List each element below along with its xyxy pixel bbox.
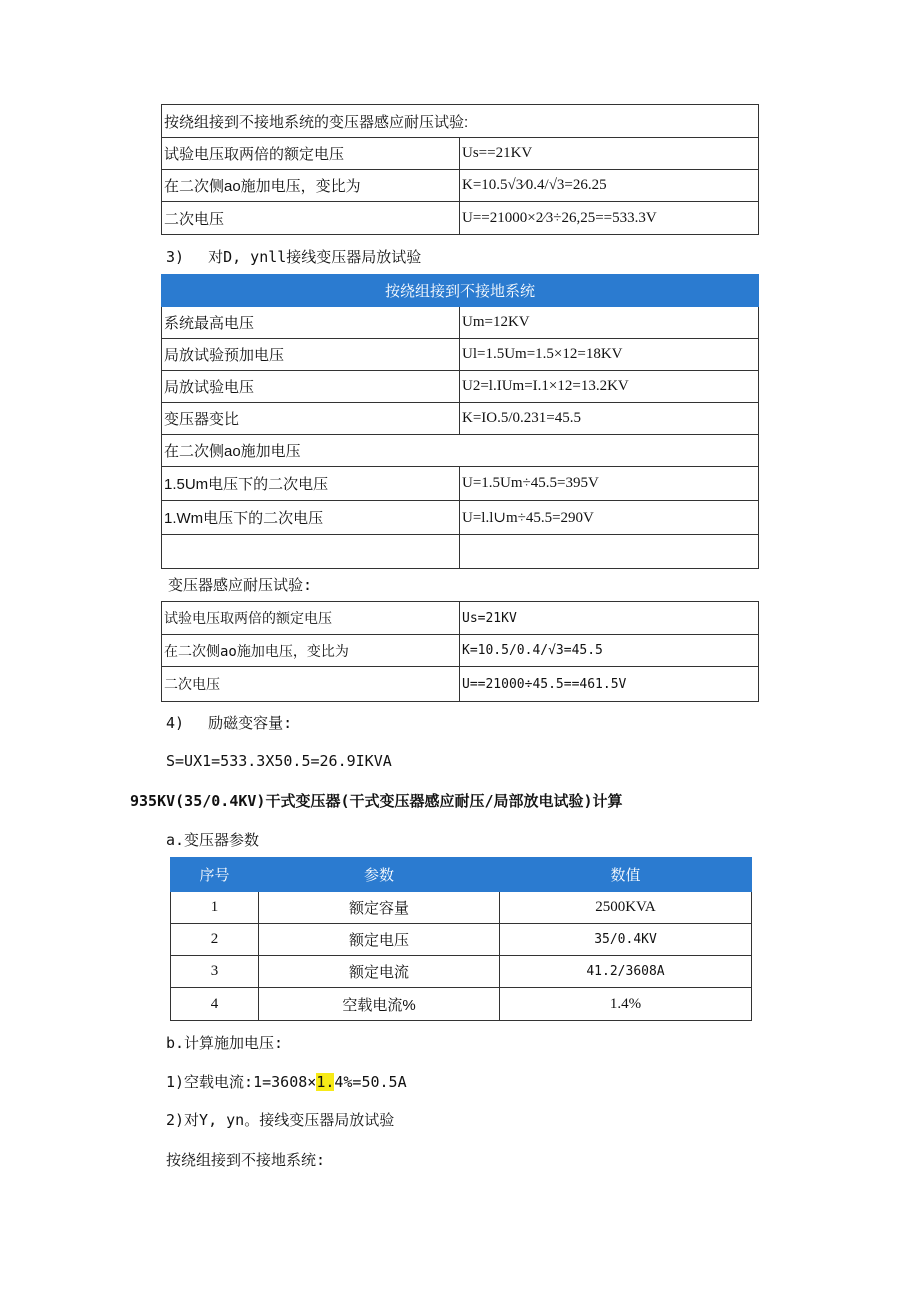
- item-2-heading: 2)对Y, yn。接线变压器局放试验: [166, 1111, 395, 1129]
- row-value: 41.2/3608A: [500, 956, 752, 988]
- table2-label: 1.5Um电压下的二次电压: [162, 467, 460, 501]
- row-no: 2: [171, 924, 259, 956]
- row-no: 4: [171, 988, 259, 1021]
- row-no: 1: [171, 892, 259, 924]
- excitation-formula: S=UX1=533.3X50.5=26.9IKVA: [166, 752, 392, 770]
- table1-value: K=10.5√3⁄0.4/√3=26.25: [460, 170, 759, 202]
- row-value: 2500KVA: [500, 892, 752, 924]
- row-param: 额定电流: [259, 956, 500, 988]
- table2-label: 系统最高电压: [162, 307, 460, 339]
- table1-value: U==21000×2⁄3÷26,25==533.3V: [460, 202, 759, 235]
- table2-label: 变压器变比: [162, 403, 460, 435]
- induced-voltage-table-1: [161, 104, 759, 235]
- row-no: 3: [171, 956, 259, 988]
- row-param: 额定容量: [259, 892, 500, 924]
- table3-label: 二次电压: [162, 667, 460, 702]
- table2-value: U2=l.IUm=I.1×12=13.2KV: [460, 371, 759, 403]
- ungrounded-system-line: 按绕组接到不接地系统:: [166, 1151, 326, 1169]
- table1-label: 试验电压取两倍的额定电压: [162, 138, 460, 170]
- row-value: 1.4%: [500, 988, 752, 1021]
- table1-label: 二次电压: [162, 202, 460, 235]
- partial-discharge-table: [161, 274, 759, 569]
- col-header-no: 序号: [171, 858, 259, 892]
- row-param: 空载电流%: [259, 988, 500, 1021]
- table2-label: 1.Wm电压下的二次电压: [162, 501, 460, 535]
- sub-b-heading: b.计算施加电压:: [166, 1034, 284, 1052]
- table1-title: 按绕组接到不接地系统的变压器感应耐压试验:: [162, 105, 759, 138]
- table2-value: Ul=1.5Um=1.5×12=18KV: [460, 339, 759, 371]
- table3-value: Us=21KV: [460, 602, 759, 635]
- induced-voltage-heading: 变压器感应耐压试验:: [168, 576, 313, 594]
- table2-empty-cell: [460, 535, 759, 569]
- no-load-current-suffix: 4%=50.5A: [334, 1073, 407, 1091]
- table3-value: U==21000÷45.5==461.5V: [460, 667, 759, 702]
- col-header-param: 参数: [259, 858, 500, 892]
- table2-empty-cell: [162, 535, 460, 569]
- no-load-current-prefix: 1)空载电流:1=3608×: [166, 1073, 317, 1091]
- sub-a-heading: a.变压器参数: [166, 831, 260, 849]
- table3-label: 试验电压取两倍的额定电压: [162, 602, 460, 635]
- table2-value: U=l.l∪m÷45.5=290V: [460, 501, 759, 535]
- table2-value: U=1.5Um÷45.5=395V: [460, 467, 759, 501]
- table2-header: 按绕组接到不接地系统: [162, 275, 759, 307]
- table3-label: 在二次侧ao施加电压，变比为: [162, 635, 460, 667]
- table1-label: 在二次侧ao施加电压，变比为: [162, 170, 460, 202]
- induced-voltage-table-2: [161, 601, 759, 702]
- col-header-value: 数值: [500, 858, 752, 892]
- table2-value: K=IO.5/0.231=45.5: [460, 403, 759, 435]
- table2-label: 局放试验电压: [162, 371, 460, 403]
- table1-value: Us==21KV: [460, 138, 759, 170]
- table3-value: K=10.5/0.4/√3=45.5: [460, 635, 759, 667]
- no-load-current-line: [166, 1071, 407, 1092]
- transformer-params-table: [170, 857, 752, 1021]
- row-value: 35/0.4KV: [500, 924, 752, 956]
- highlighted-value: 1.: [316, 1073, 335, 1091]
- item-3-heading: 3) 对D, ynll接线变压器局放试验: [166, 248, 422, 266]
- item-4-heading: 4) 励磁变容量:: [166, 714, 293, 732]
- row-param: 额定电压: [259, 924, 500, 956]
- section-9-heading: 935KV(35/0.4KV)干式变压器(干式变压器感应耐压/局部放电试验)计算: [130, 792, 623, 810]
- table2-value: Um=12KV: [460, 307, 759, 339]
- table2-span-row: 在二次侧ao施加电压: [162, 435, 759, 467]
- table2-label: 局放试验预加电压: [162, 339, 460, 371]
